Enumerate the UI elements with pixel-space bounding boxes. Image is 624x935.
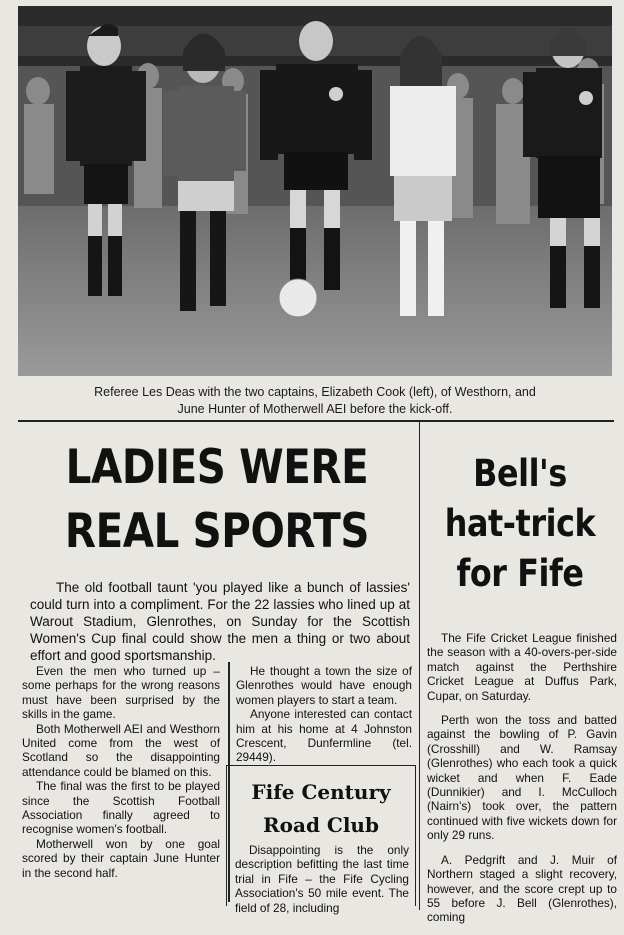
caption-line-2: June Hunter of Motherwell AEI before the kick-off. bbox=[177, 402, 453, 416]
column-1-paragraph-2: Both Motherwell AEI and Westhorn United come from the west of Scotland so the disappointing attendance could be blamed on this. bbox=[22, 721, 220, 779]
box-title-line-2: Road Club bbox=[263, 813, 379, 837]
side-paragraph-3: A. Pedgrift and J. Muir of Northern staged a slight recovery, however, and the score crept up to 55 before J. Bell (Glenrothes), coming bbox=[427, 852, 617, 925]
column-1-paragraph-3: The final was the first to be played since the Scottish Football Association finally agreed to recognise women's football. bbox=[22, 779, 220, 837]
headline bbox=[46, 436, 388, 564]
article-lede: The old football taunt 'you played like a bunch of lassies' could turn into a compliment. For the 22 lassies who lined up at Warout Stadium, Glenrothes, on Sunday for the Scottish Women's Cup final could show the men a thing or two about effort and good sportsmanship. bbox=[30, 580, 410, 663]
photo-caption bbox=[18, 384, 612, 418]
article-column-1 bbox=[22, 664, 220, 880]
team-photo-illustration bbox=[18, 6, 612, 376]
side-article-text bbox=[427, 631, 617, 935]
cycling-box bbox=[226, 765, 416, 915]
column-2-paragraph-1: He thought a town the size of Glenrothes would have enough women players to start a team. bbox=[236, 664, 412, 707]
side-headline-line-3: for Fife bbox=[456, 552, 584, 595]
box-title-line-1: Fife Century bbox=[251, 780, 391, 804]
column-1-paragraph-4: Motherwell won by one goal scored by their captain June Hunter in the second half. bbox=[22, 836, 220, 880]
team-photo bbox=[18, 6, 612, 376]
box-title bbox=[227, 776, 415, 842]
caption-line-1: Referee Les Deas with the two captains, Elizabeth Cook (left), of Westhorn, and bbox=[94, 385, 536, 399]
headline-line-2: REAL SPORTS bbox=[64, 504, 370, 559]
side-headline bbox=[436, 449, 605, 599]
column-1-paragraph-1: Even the men who turned up – some perhaps for the wrong reasons must have been surprised by the skills in the game. bbox=[22, 664, 220, 722]
headline-line-1: LADIES WERE bbox=[65, 440, 369, 495]
side-paragraph-1: The Fife Cricket League finished the season with a 40-overs-per-side match against the Perthshire Cricket League at Duffus Park, Cupar, on Saturday. bbox=[427, 631, 617, 703]
column-2-paragraph-2: Anyone interested can contact him at his home at 4 Johnston Crescent, Dunfermline (tel. 29449). bbox=[236, 707, 412, 765]
side-headline-line-1: Bell's bbox=[473, 452, 567, 495]
side-paragraph-2: Perth won the toss and batted against the bowling of P. Gavin (Crosshill) and W. Ramsay (Glenrothes) who each took a quick wicket and when F. Eade (Dunnikier) and I. McCulloch (Nairn's) took over, the pattern continued with five wickets down for only 29 runs. bbox=[427, 713, 617, 843]
article-column-2 bbox=[236, 664, 412, 765]
box-text: Disappointing is the only description befitting the last time trial in Fife – the Fife Cycling Association's 50 mile event. The field of 28, including bbox=[235, 843, 409, 915]
side-headline-line-2: hat-trick bbox=[444, 502, 596, 545]
